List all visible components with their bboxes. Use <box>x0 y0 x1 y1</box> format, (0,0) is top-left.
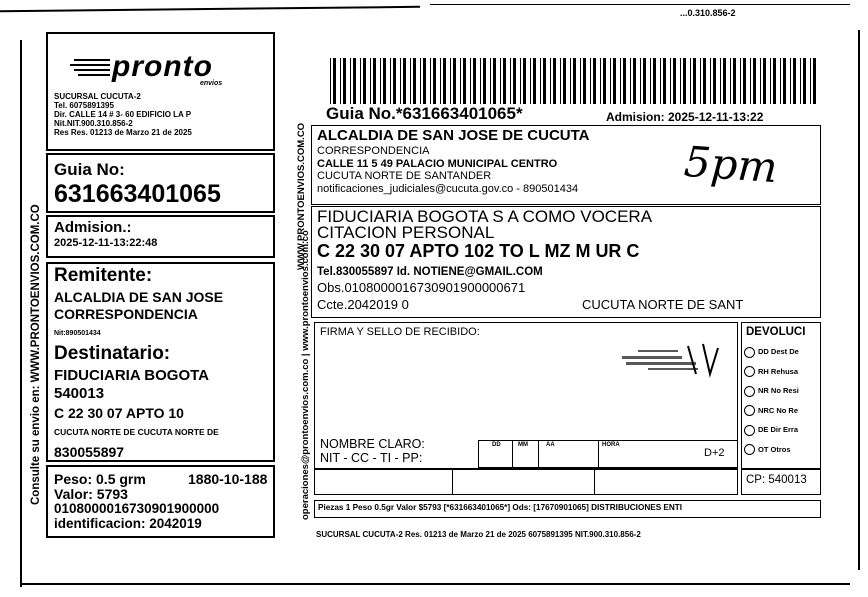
destinatario-id: 830055897 <box>54 444 125 458</box>
barcode-bar <box>710 58 711 104</box>
barcode-bar <box>330 58 331 104</box>
date-grid-div3 <box>598 440 599 468</box>
barcode-bar <box>540 58 541 104</box>
barcode-bar <box>630 58 631 104</box>
barcode-bar <box>423 58 426 104</box>
devolucion-option-nrc[interactable]: NRC No Re <box>744 401 799 421</box>
sender-line5: notificaciones_judiciales@cucuta.gov.co - 890501434 <box>317 183 579 195</box>
barcode-bar <box>730 58 731 104</box>
firma-bottom-line <box>314 468 738 470</box>
barcode-bar <box>720 58 721 104</box>
barcode-bar <box>783 58 786 104</box>
barcode-bar <box>403 58 406 104</box>
barcode-bar <box>390 58 391 104</box>
barcode-bar <box>563 58 566 104</box>
footer-sucursal: SUCURSAL CUCUTA-2 Res. 01213 de Marzo 21 de 2025 6075891395 NIT.900.310.856-2 <box>316 530 641 539</box>
label-outer-bottom-border <box>20 583 850 585</box>
barcode-bar <box>590 58 591 104</box>
barcode-bar <box>490 58 491 104</box>
date-d2: D+2 <box>704 447 725 459</box>
barcode-bar <box>713 58 716 104</box>
barcode-bar <box>440 58 441 104</box>
sender-line4: CUCUTA NORTE DE SANTANDER <box>317 170 492 182</box>
barcode-bar <box>650 58 651 104</box>
barcode-bar <box>483 58 486 104</box>
destinatario-name: FIDUCIARIA BOGOTA <box>54 367 209 384</box>
barcode-bar <box>430 58 431 104</box>
devolucion-option-dd[interactable]: DD Dest De <box>744 342 799 362</box>
barcode-bar <box>653 58 656 104</box>
barcode-bar <box>353 58 356 104</box>
recipient-line6: Ccte.2042019 0 <box>317 297 409 312</box>
barcode-bar <box>480 58 481 104</box>
barcode <box>328 58 818 104</box>
radio-icon <box>744 347 755 358</box>
recipient-line3: C 22 30 07 APTO 102 TO L MZ M UR C <box>317 241 640 261</box>
top-scan-edge-right <box>430 4 850 5</box>
barcode-bar <box>810 58 811 104</box>
barcode-bar <box>370 58 371 104</box>
barcode-bar <box>763 58 766 104</box>
remitente-name2: CORRESPONDENCIA <box>54 306 198 322</box>
barcode-bar <box>453 58 456 104</box>
barcode-bar <box>773 58 776 104</box>
barcode-bar <box>560 58 561 104</box>
barcode-bar <box>723 58 726 104</box>
barcode-bar <box>460 58 461 104</box>
peso-line: Peso: 0.5 grm <box>54 471 146 487</box>
barcode-bar <box>680 58 681 104</box>
barcode-bar <box>533 58 536 104</box>
barcode-bar <box>643 58 646 104</box>
devolucion-cp-line <box>741 468 821 470</box>
barcode-bar <box>350 58 351 104</box>
barcode-bar <box>443 58 446 104</box>
barcode-bar <box>700 58 701 104</box>
date-grid-div1 <box>512 440 513 468</box>
barcode-bar <box>610 58 611 104</box>
sucursal-name: SUCURSAL CUCUTA-2 <box>54 92 141 101</box>
barcode-bar <box>760 58 761 104</box>
remitente-name1: ALCALDIA DE SAN JOSE <box>54 289 224 305</box>
recipient-line2: CITACION PERSONAL <box>317 223 495 242</box>
peso-date: 1880-10-188 <box>188 471 268 487</box>
valor-line: Valor: 5793 <box>54 486 128 502</box>
devolucion-title: DEVOLUCI <box>746 326 806 338</box>
barcode-bar <box>770 58 771 104</box>
barcode-svg <box>328 58 818 104</box>
barcode-bar <box>703 58 706 104</box>
stamp-scribble-svg <box>618 340 728 380</box>
right-edge-border <box>858 30 860 570</box>
label-outer-left-border <box>20 40 22 587</box>
barcode-bar <box>613 58 616 104</box>
barcode-bar <box>603 58 606 104</box>
vertical-url-text: WWW.PRONTOENVIOS.COM.CO <box>296 122 307 270</box>
barcode-bar <box>780 58 781 104</box>
barcode-bar <box>413 58 416 104</box>
destinatario-code: 540013 <box>54 385 105 402</box>
destinatario-city: CUCUTA NORTE DE CUCUTA NORTE DE <box>54 427 219 437</box>
radio-icon <box>744 444 755 455</box>
barcode-bar <box>473 58 476 104</box>
barcode-bar <box>793 58 796 104</box>
peso-code: 0108000016730901900000 <box>54 501 220 516</box>
devolucion-option-nr[interactable]: NR No Resi <box>744 381 799 401</box>
radio-icon <box>744 366 755 377</box>
barcode-bar <box>620 58 621 104</box>
barcode-bar <box>380 58 381 104</box>
barcode-bar <box>543 58 546 104</box>
nit-cc-label: NIT - CC - TI - PP: <box>320 451 423 465</box>
top-scan-edge <box>0 6 420 12</box>
sucursal-res: Res Res. 01213 de Marzo 21 de 2025 <box>54 128 192 137</box>
radio-icon <box>744 425 755 436</box>
header-guia-title: Guia No.*631663401065* <box>326 104 523 123</box>
barcode-bar <box>470 58 471 104</box>
barcode-bar <box>360 58 361 104</box>
barcode-bar <box>363 58 366 104</box>
devolucion-option-rh[interactable]: RH Rehusa <box>744 362 799 382</box>
peso-ident: identificacion: 2042019 <box>54 516 202 531</box>
barcode-bar <box>343 58 346 104</box>
barcode-bar <box>393 58 396 104</box>
firma-bottom-div2 <box>594 468 595 495</box>
barcode-bar <box>673 58 676 104</box>
recipient-line1: FIDUCIARIA BOGOTA S A COMO VOCERA <box>317 207 653 226</box>
barcode-bar <box>400 58 401 104</box>
barcode-bar <box>503 58 506 104</box>
barcode-bar <box>600 58 601 104</box>
nombre-claro: NOMBRE CLARO: <box>320 437 425 451</box>
barcode-bar <box>463 58 466 104</box>
radio-icon <box>744 386 755 397</box>
barcode-bar <box>570 58 571 104</box>
barcode-bar <box>523 58 526 104</box>
barcode-bar <box>583 58 586 104</box>
firma-label: FIRMA Y SELLO DE RECIBIDO: <box>320 326 480 338</box>
admision-value: 2025-12-11-13:22:48 <box>54 237 158 249</box>
barcode-bar <box>510 58 511 104</box>
barcode-bar <box>633 58 636 104</box>
guia-label: Guia No: <box>54 160 125 179</box>
barcode-bar <box>410 58 411 104</box>
devolucion-option-de[interactable]: DE Dir Erra <box>744 420 799 440</box>
barcode-bar <box>520 58 521 104</box>
devolucion-options <box>744 342 799 459</box>
barcode-bar <box>333 58 336 104</box>
barcode-bar <box>670 58 671 104</box>
barcode-bar <box>450 58 451 104</box>
barcode-bar <box>733 58 736 104</box>
date-mm: MM <box>518 442 528 448</box>
date-dd: DD <box>492 442 501 448</box>
barcode-bar <box>513 58 516 104</box>
barcode-bar <box>420 58 421 104</box>
recipient-line4: Tel.830055897 Id. NOTIENE@GMAIL.COM <box>317 266 543 278</box>
stamp-scribble <box>618 340 728 380</box>
barcode-bar <box>663 58 666 104</box>
sucursal-tel: Tel. 6075891395 <box>54 101 114 110</box>
sucursal-nit: Nit.NIT.900.310.856-2 <box>54 119 133 128</box>
piezas-text: Piezas 1 Peso 0.5gr Valor $5793 [*631663401065*] Ods: [17670901065] DISTRIBUCIONES ENTI <box>318 503 683 512</box>
devolucion-option-ot[interactable]: OT Otros <box>744 440 799 460</box>
barcode-bar <box>753 58 756 104</box>
recipient-city: CUCUTA NORTE DE SANT <box>582 297 744 312</box>
header-admision: Admision: 2025-12-11-13:22 <box>606 110 764 124</box>
firma-bottom-div1 <box>452 468 453 495</box>
sender-line2: CORRESPONDENCIA <box>317 145 430 157</box>
barcode-bar <box>553 58 556 104</box>
sender-line3: CALLE 11 5 49 PALACIO MUNICIPAL CENTRO <box>317 158 558 170</box>
barcode-bar <box>693 58 696 104</box>
barcode-bar <box>803 58 806 104</box>
barcode-bar <box>640 58 641 104</box>
barcode-bar <box>660 58 661 104</box>
remitente-nit: Nit:890501434 <box>54 330 101 337</box>
sender-line1: ALCALDIA DE SAN JOSE DE CUCUTA <box>317 127 590 144</box>
top-scrap-text: ...0.310.856-2 <box>680 8 736 18</box>
vertical-email-text: operaciones@prontoenvios.com.co | www.prontoenvios.com.co <box>300 230 311 520</box>
barcode-bar <box>813 58 816 104</box>
destinatario-label: Destinatario: <box>54 343 171 364</box>
admision-label: Admision.: <box>54 219 132 236</box>
barcode-bar <box>683 58 686 104</box>
handwritten-note: 5pm <box>682 136 780 193</box>
barcode-bar <box>550 58 551 104</box>
barcode-bar <box>493 58 496 104</box>
logo-sub: envios <box>200 80 223 87</box>
barcode-bar <box>373 58 376 104</box>
date-grid-div2 <box>538 440 539 468</box>
barcode-bar <box>593 58 596 104</box>
date-hora: HORA <box>602 442 620 448</box>
barcode-bar <box>740 58 741 104</box>
sucursal-info <box>54 92 192 137</box>
consulte-vertical-text: Consulte su envio en: WWW.PRONTOENVIOS.COM.CO <box>30 204 42 505</box>
barcode-bar <box>743 58 746 104</box>
barcode-bar <box>580 58 581 104</box>
barcode-bar <box>530 58 531 104</box>
remitente-label: Remitente: <box>54 265 153 286</box>
barcode-bar <box>340 58 341 104</box>
barcode-bar <box>383 58 386 104</box>
barcode-bar <box>573 58 576 104</box>
barcode-bar <box>623 58 626 104</box>
date-aa: AA <box>546 442 555 448</box>
radio-icon <box>744 405 755 416</box>
barcode-bar <box>750 58 751 104</box>
sucursal-dir: Dir. CALLE 14 # 3- 60 EDIFICIO LA P <box>54 110 192 119</box>
guia-number: 631663401065 <box>54 180 221 208</box>
barcode-bar <box>790 58 791 104</box>
barcode-bar <box>433 58 436 104</box>
barcode-bar <box>800 58 801 104</box>
barcode-bar <box>500 58 501 104</box>
recipient-line5: Obs.0108000016730901900000671 <box>317 280 526 295</box>
logo-text: pronto <box>112 50 213 83</box>
destinatario-address: C 22 30 07 APTO 10 <box>54 405 184 421</box>
devolucion-cp: CP: 540013 <box>746 474 807 486</box>
barcode-bar <box>690 58 691 104</box>
